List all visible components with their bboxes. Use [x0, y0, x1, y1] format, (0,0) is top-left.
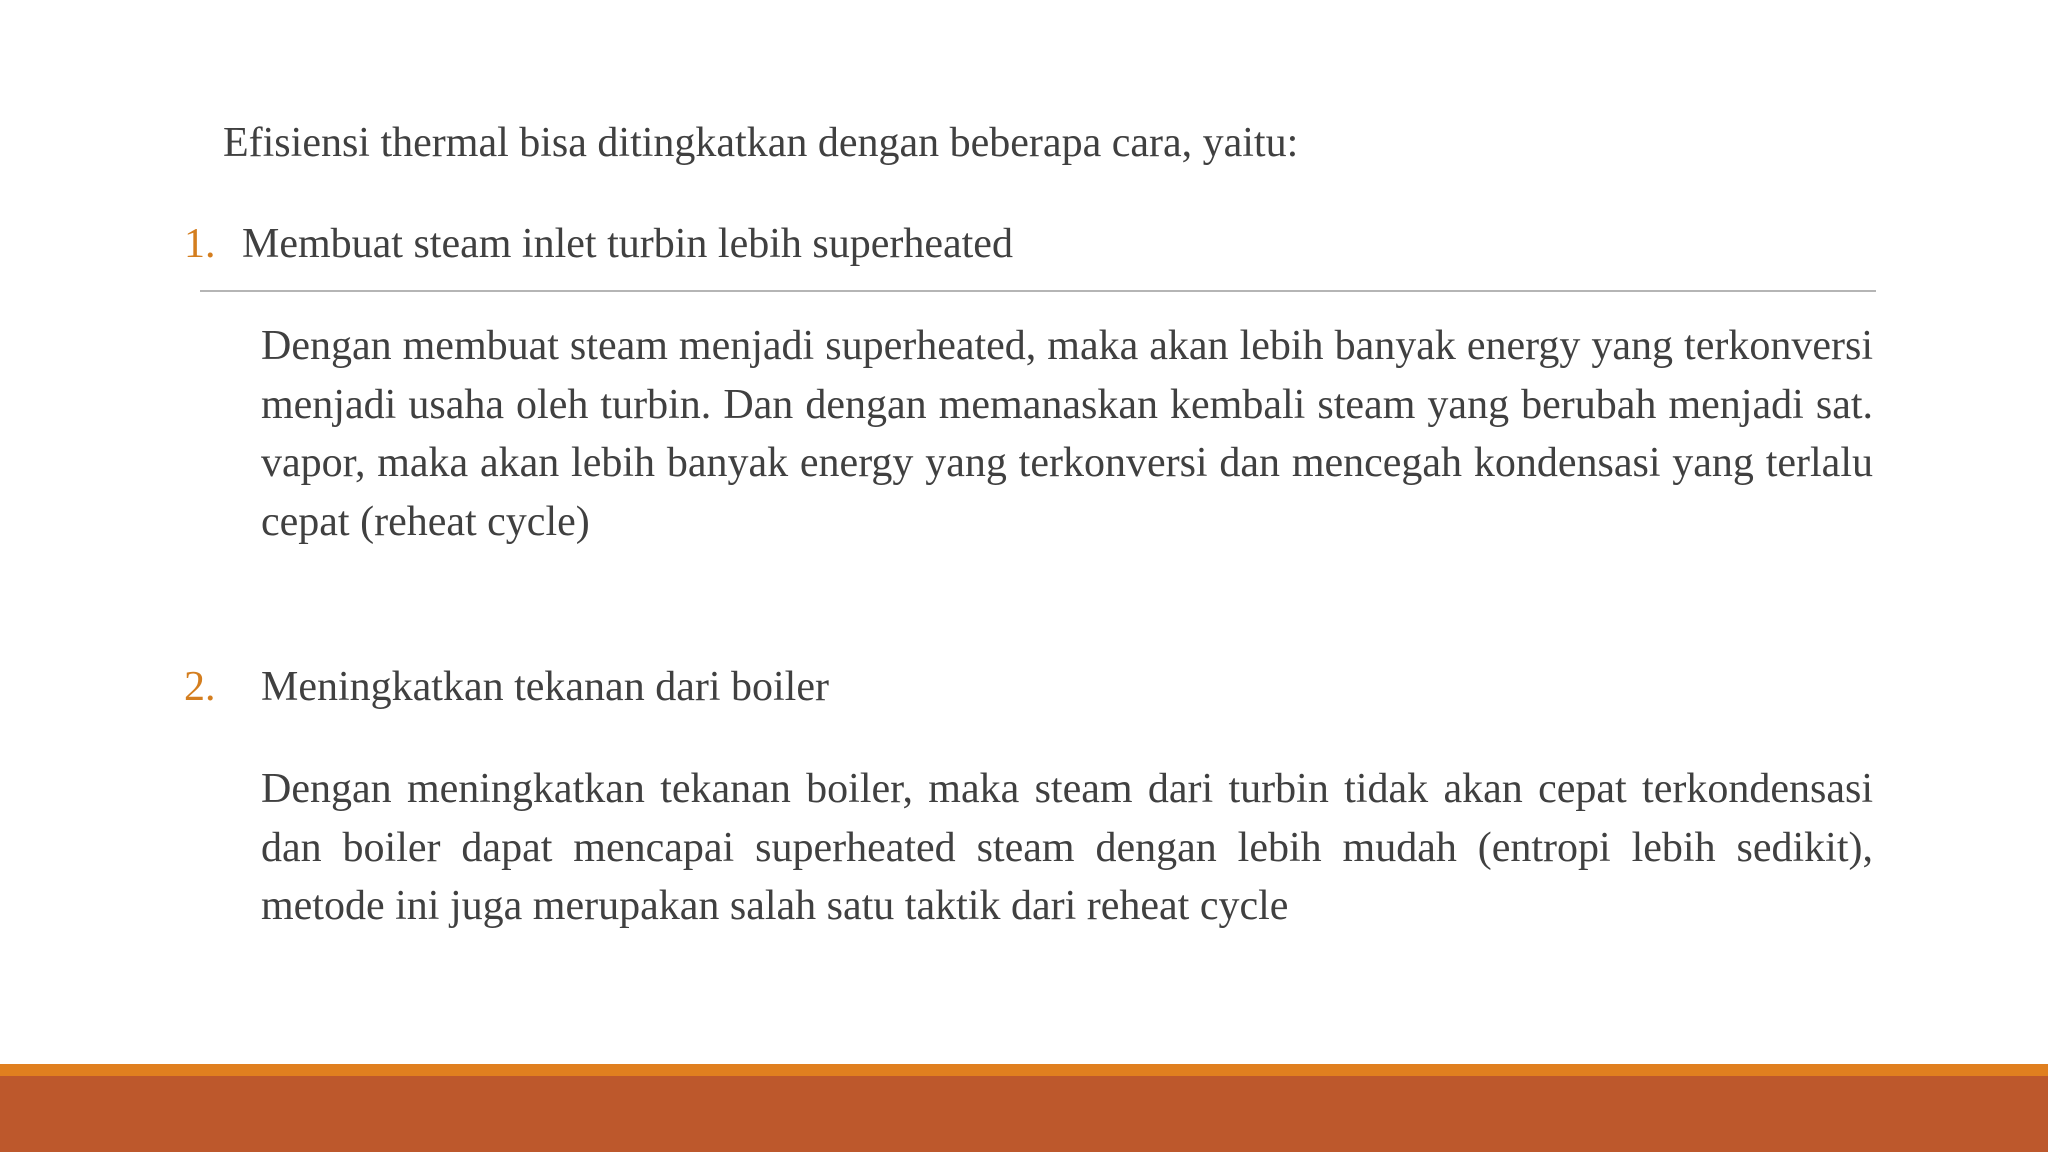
footer-bar	[0, 1076, 2048, 1152]
divider	[200, 290, 1876, 292]
intro-text: Efisiensi thermal bisa ditingkatkan dengan beberapa cara, yaitu:	[223, 120, 1299, 166]
list-number-2: 2.	[184, 664, 216, 710]
list-body-2: Dengan meningkatkan tekanan boiler, maka steam dari turbin tidak akan cepat terkondensasi dan boiler dapat mencapai superheated steam dengan lebih mudah (entropi lebih sedikit), metode ini juga merupakan salah satu taktik dari reheat cycle	[261, 766, 1873, 930]
list-heading-2: Meningkatkan tekanan dari boiler	[261, 664, 829, 710]
list-heading-1: Membuat steam inlet turbin lebih superheated	[242, 221, 1013, 267]
list-body-1: Dengan membuat steam menjadi superheated, maka akan lebih banyak energy yang terkonversi menjadi usaha oleh turbin. Dan dengan memanaskan kembali steam yang berubah menjadi sat. vapor, maka akan lebih banyak energy yang terkonversi dan mencegah kondensasi yang terlalu cepat (reheat cycle)	[261, 323, 1873, 545]
footer-accent-stripe	[0, 1064, 2048, 1076]
list-number-1: 1.	[184, 221, 216, 267]
